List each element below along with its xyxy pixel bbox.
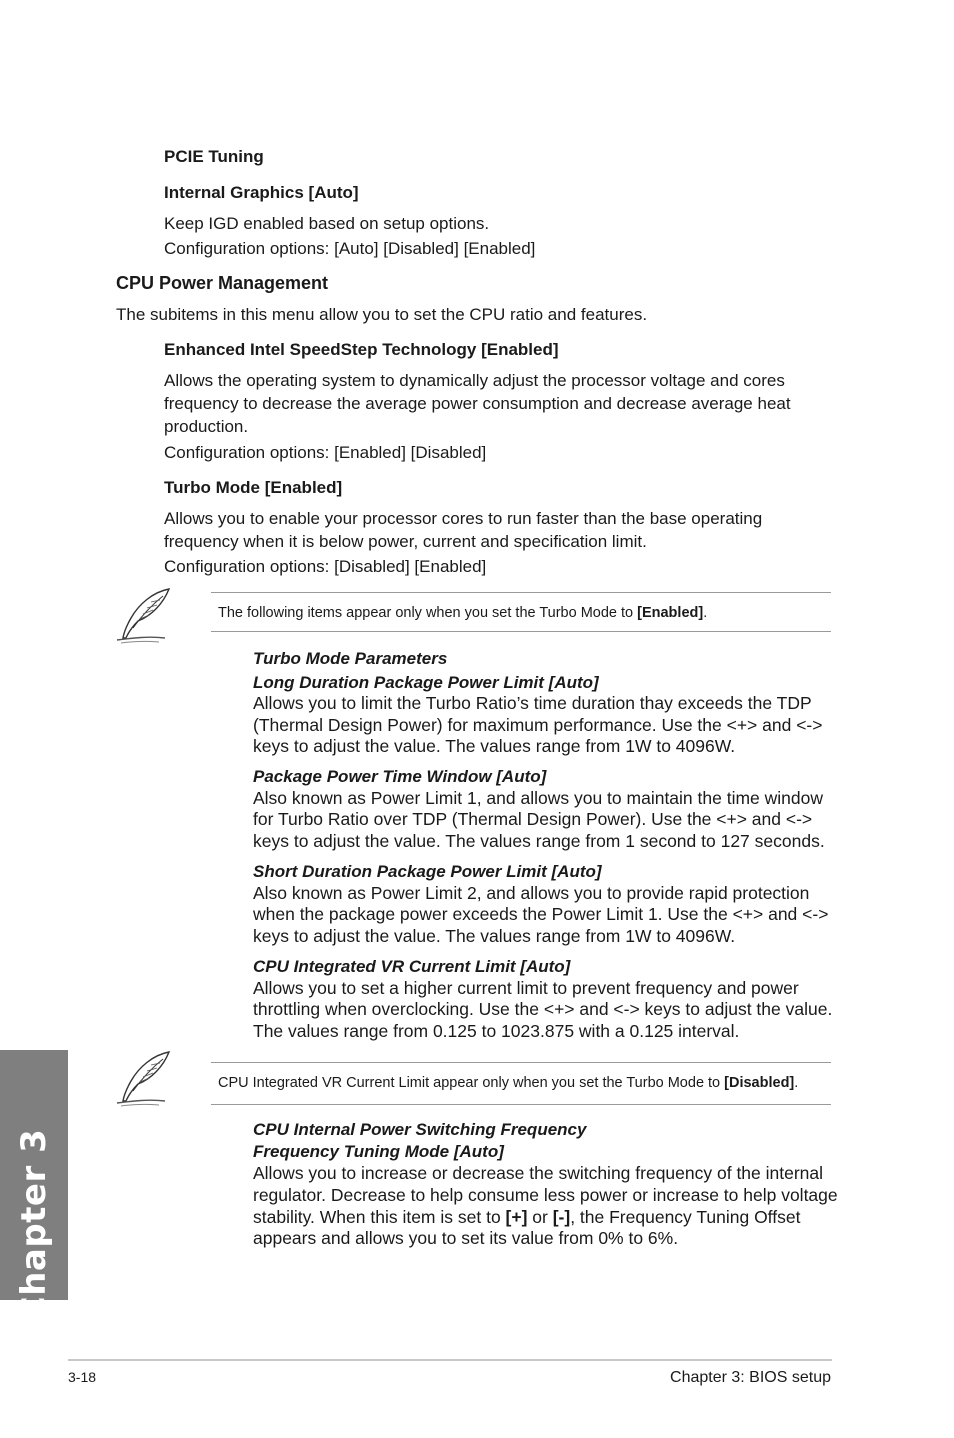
quill-pen-icon (113, 586, 175, 644)
chapter-tab (0, 1050, 68, 1322)
quill-pen-icon (113, 1049, 175, 1107)
frequency-tuning-line: regulator. Decrease to help consume less power or increase to help voltage (253, 1185, 838, 1205)
switching-frequency-title: CPU Internal Power Switching Frequency (253, 1120, 587, 1139)
vr-current-limit-line: throttling when overclocking. Use the <+> and <-> keys to adjust the value. (253, 999, 833, 1019)
internal-graphics-heading: Internal Graphics [Auto] (164, 183, 359, 202)
note-bottom-rule (211, 1104, 831, 1105)
eist-config-options: Configuration options: [Enabled] [Disabled] (164, 443, 487, 462)
turbo-mode-line: frequency when it is below power, current and specification limit. (164, 532, 647, 551)
long-duration-line: (Thermal Design Power) for maximum performance. Use the <+> and <-> (253, 715, 823, 735)
vr-current-limit-line: The values range from 0.125 to 1023.875 with a 0.125 interval. (253, 1021, 740, 1041)
vr-current-limit-heading: CPU Integrated VR Current Limit [Auto] (253, 957, 571, 976)
vr-limit-disabled-note: CPU Integrated VR Current Limit appear only when you set the Turbo Mode to [Disabled]. (218, 1075, 799, 1091)
igd-config-options: Configuration options: [Auto] [Disabled] [Enabled] (164, 239, 536, 258)
time-window-line: Also known as Power Limit 1, and allows you to maintain the time window (253, 788, 823, 808)
cpu-power-management-title: CPU Power Management (116, 273, 329, 293)
footer-rule (68, 1359, 832, 1361)
eist-line: frequency to decrease the average power consumption and decrease average heat (164, 394, 791, 413)
eist-heading: Enhanced Intel SpeedStep Technology [Enabled] (164, 340, 559, 359)
short-duration-line: when the package power exceeds the Power Limit 1. Use the <+> and <-> (253, 904, 829, 924)
long-duration-line: Allows you to limit the Turbo Ratio’s time duration thay exceeds the TDP (253, 693, 812, 713)
long-duration-line: keys to adjust the value. The values range from 1W to 4096W. (253, 736, 736, 756)
time-window-line: keys to adjust the value. The values range from 1 second to 127 seconds. (253, 831, 825, 851)
page-number: 3-18 (68, 1369, 97, 1385)
time-window-heading: Package Power Time Window [Auto] (253, 767, 547, 786)
short-duration-line: Also known as Power Limit 2, and allows you to provide rapid protection (253, 883, 810, 903)
frequency-tuning-line: appears and allows you to set its value from 0% to 6%. (253, 1228, 679, 1248)
short-duration-line: keys to adjust the value. The values range from 1W to 4096W. (253, 926, 736, 946)
turbo-mode-heading: Turbo Mode [Enabled] (164, 478, 343, 497)
cpu-power-intro: The subitems in this menu allow you to set the CPU ratio and features. (116, 305, 648, 324)
note-top-rule (211, 592, 831, 593)
note-top-rule (211, 1062, 831, 1063)
turbo-mode-config-options: Configuration options: [Disabled] [Enabled] (164, 557, 487, 576)
turbo-mode-line: Allows you to enable your processor cores to run faster than the base operating (164, 509, 763, 528)
chapter-tab-label: Chapter 3 (14, 1128, 54, 1322)
long-duration-heading: Long Duration Package Power Limit [Auto] (253, 673, 599, 692)
frequency-tuning-line: stability. When this item is set to [+] or [-], the Frequency Tuning Offset (253, 1207, 801, 1227)
short-duration-heading: Short Duration Package Power Limit [Auto] (253, 862, 602, 881)
note-bottom-rule (211, 631, 831, 632)
turbo-params-title: Turbo Mode Parameters (253, 649, 448, 668)
pcie-tuning-heading: PCIE Tuning (164, 147, 264, 166)
footer-chapter-title: Chapter 3: BIOS setup (670, 1369, 831, 1386)
frequency-tuning-heading: Frequency Tuning Mode [Auto] (253, 1142, 504, 1161)
time-window-line: for Turbo Ratio over TDP (Thermal Design Power). Use the <+> and <-> (253, 809, 813, 829)
eist-line: production. (164, 417, 249, 436)
turbo-enabled-note: The following items appear only when you set the Turbo Mode to [Enabled]. (218, 605, 708, 621)
vr-current-limit-line: Allows you to set a higher current limit to prevent frequency and power (253, 978, 799, 998)
eist-line: Allows the operating system to dynamically adjust the processor voltage and cores (164, 371, 785, 390)
igd-description: Keep IGD enabled based on setup options. (164, 214, 490, 233)
frequency-tuning-line: Allows you to increase or decrease the switching frequency of the internal (253, 1163, 824, 1183)
